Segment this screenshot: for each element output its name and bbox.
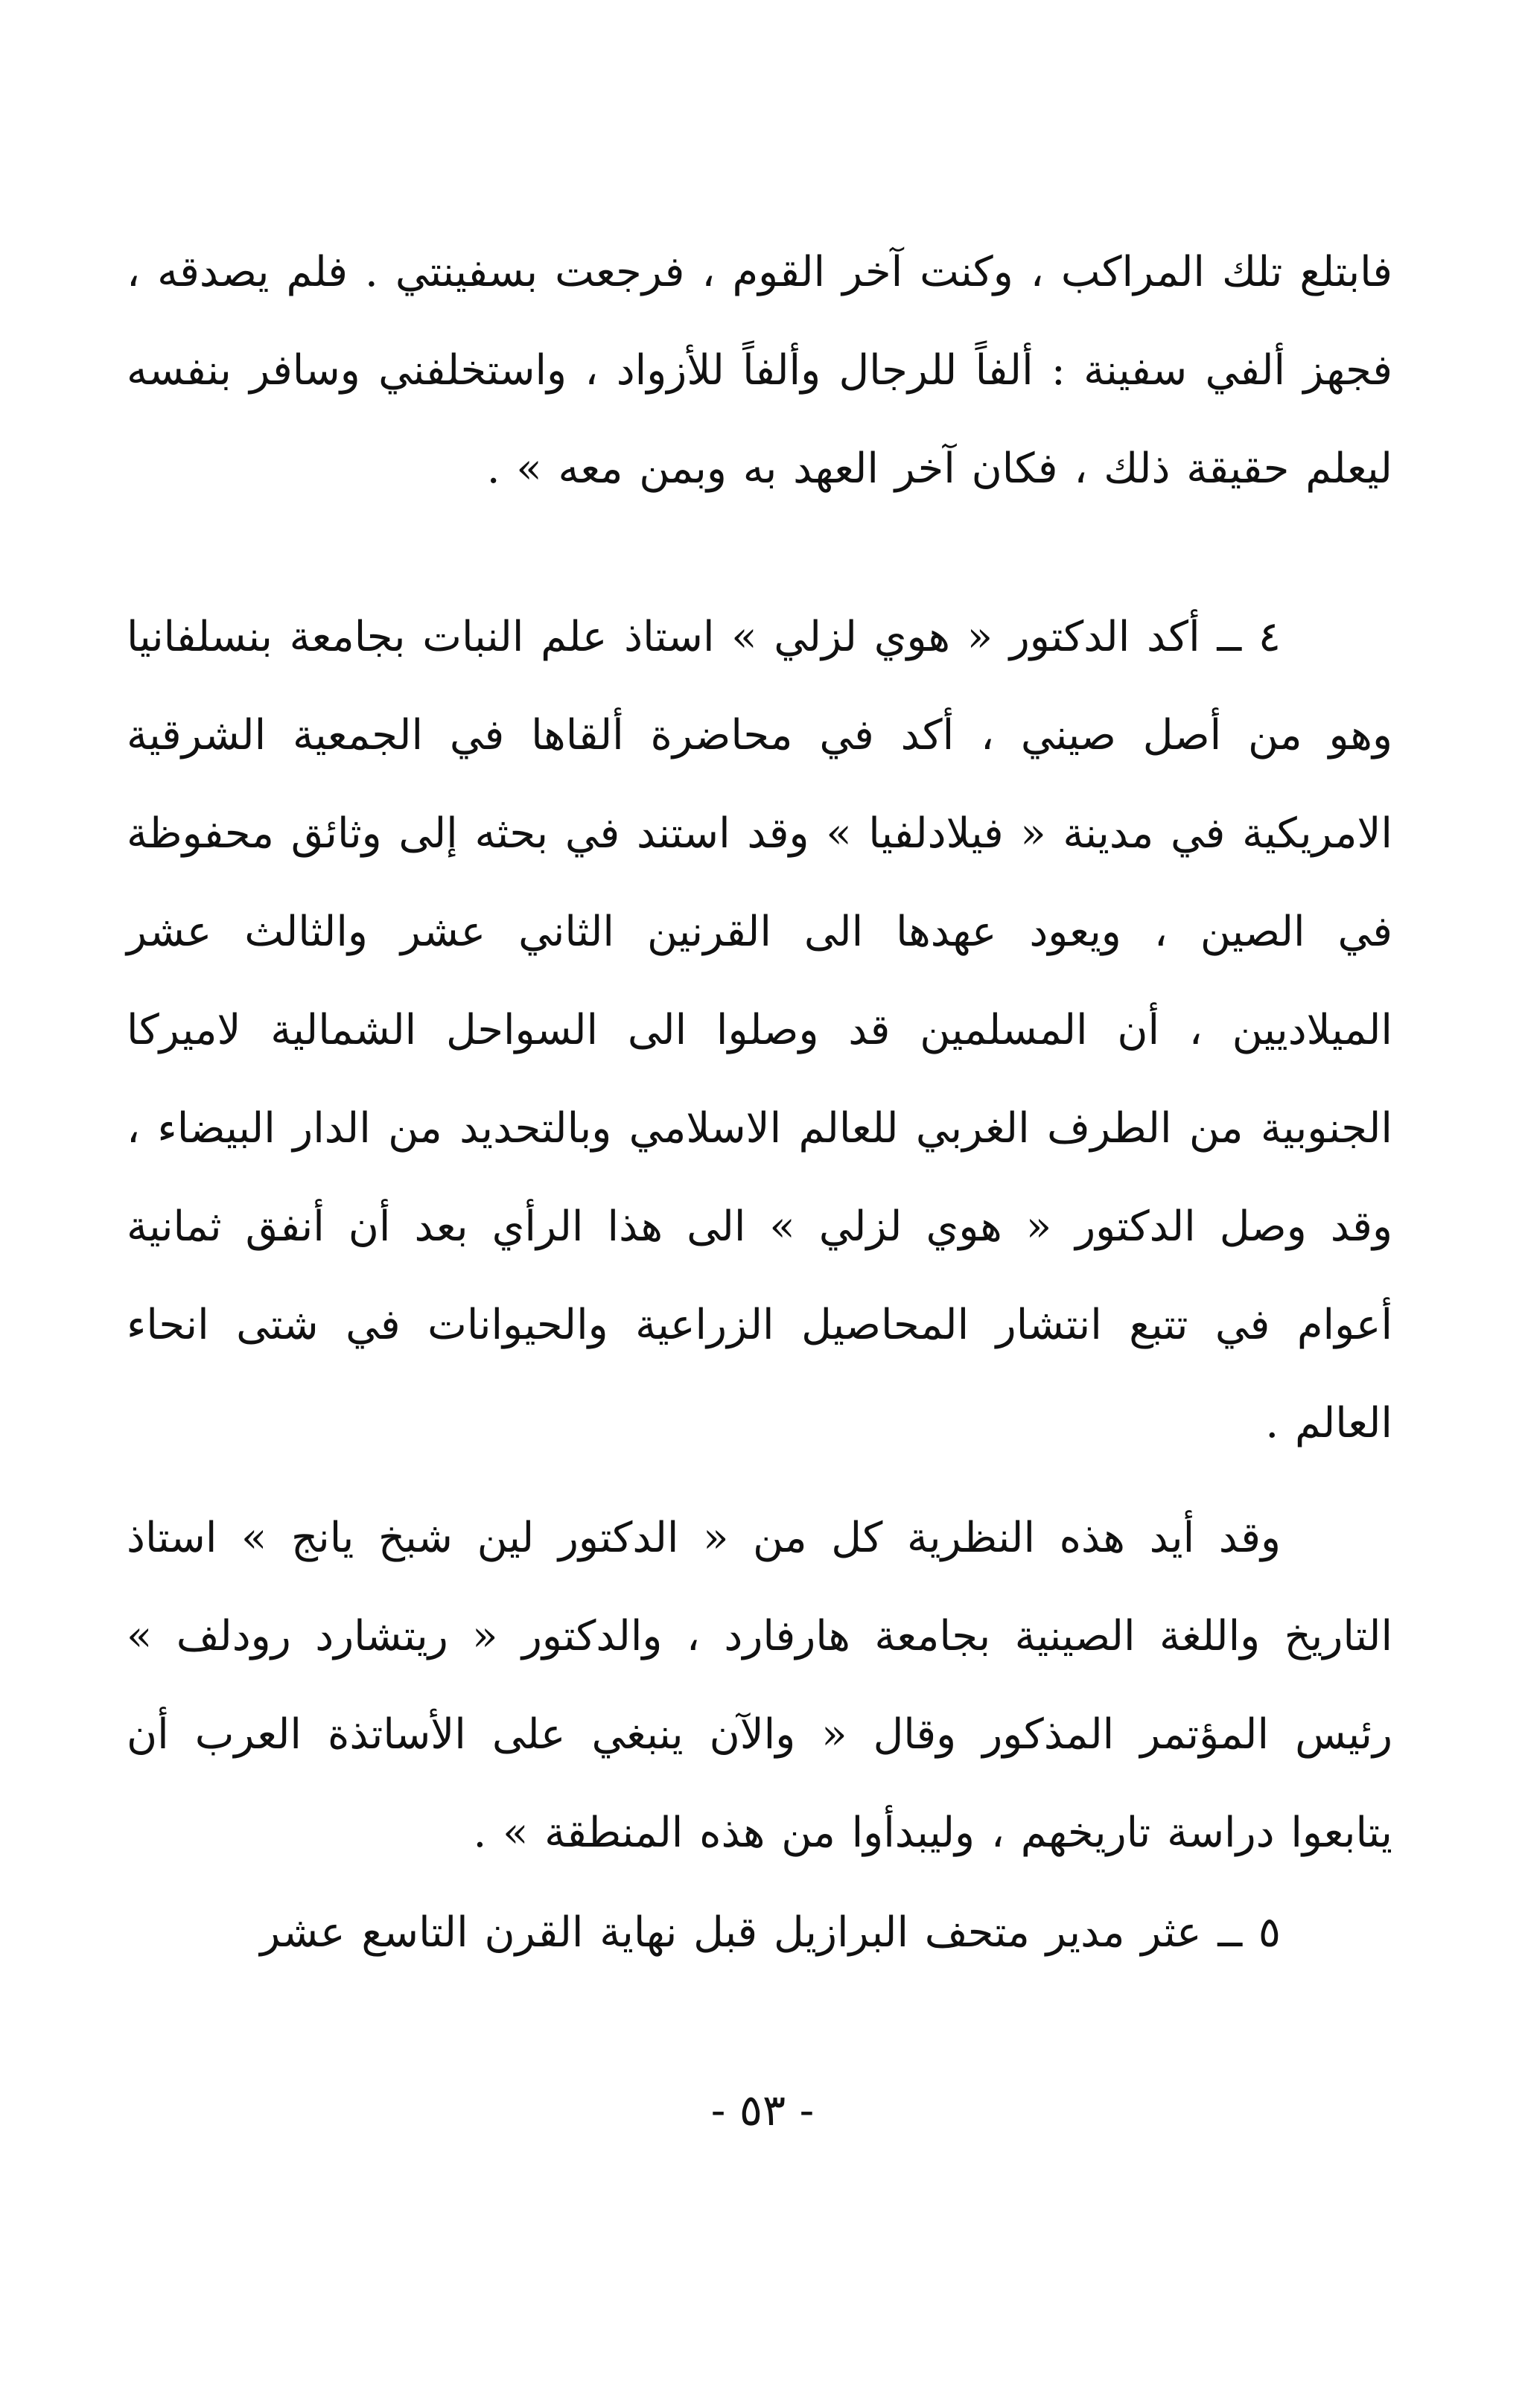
page-number: - ٥٣ - (710, 2085, 815, 2135)
paragraph-text: فابتلع تلك المراكب ، وكنت آخر القوم ، فرجعت بسفينتي . فلم يصدقه ، فجهز ألفي سفينة : ألفاً للرجال وألفاً للأزواد ، واستخلفني وسافر بنفسه ليعلم حقيقة ذلك ، فكان آخر العهد به وبمن معه » . (127, 248, 1392, 493)
paragraph-support (127, 1489, 1392, 1882)
paragraph-quote-ending (127, 223, 1392, 518)
paragraph-point-4 (127, 588, 1392, 1473)
paragraph-text: ٥ ــ عثر مدير متحف البرازيل قبل نهاية القرن التاسع عشر (260, 1908, 1281, 1957)
paragraph-text: وقد أيد هذه النظرية كل من « الدكتور لين شبخ يانج » استاذ التاريخ واللغة الصينية بجامعة هارفارد ، والدكتور « ريتشارد رودلف » رئيس المؤتمر المذكور وقال « والآن ينبغي على الأساتذة العرب أن يتابعوا دراسة تاريخهم ، وليبدأوا من هذه المنطقة » . (127, 1514, 1392, 1857)
paragraph-text: ٤ ــ أكد الدكتور « هوي لزلي » استاذ علم النبات بجامعة بنسلفانيا وهو من أصل صيني ، أكد في محاضرة ألقاها في الجمعية الشرقية الامريكية في مدينة « فيلادلفيا » وقد استند في بحثه إلى وثائق محفوظة في الصين ، ويعود عهدها الى القرنين الثاني عشر والثالث عشر الميلاديين ، أن المسلمين قد وصلوا الى السواحل الشمالية لاميركا الجنوبية من الطرف الغربي للعالم الاسلامي وبالتحديد من الدار البيضاء ، وقد وصل الدكتور « هوي لزلي » الى هذا الرأي بعد أن أنفق ثمانية أعوام في تتبع انتشار المحاصيل الزراعية والحيوانات في شتى انحاء العالم . (127, 613, 1392, 1447)
paragraph-point-5 (127, 1884, 1392, 1982)
